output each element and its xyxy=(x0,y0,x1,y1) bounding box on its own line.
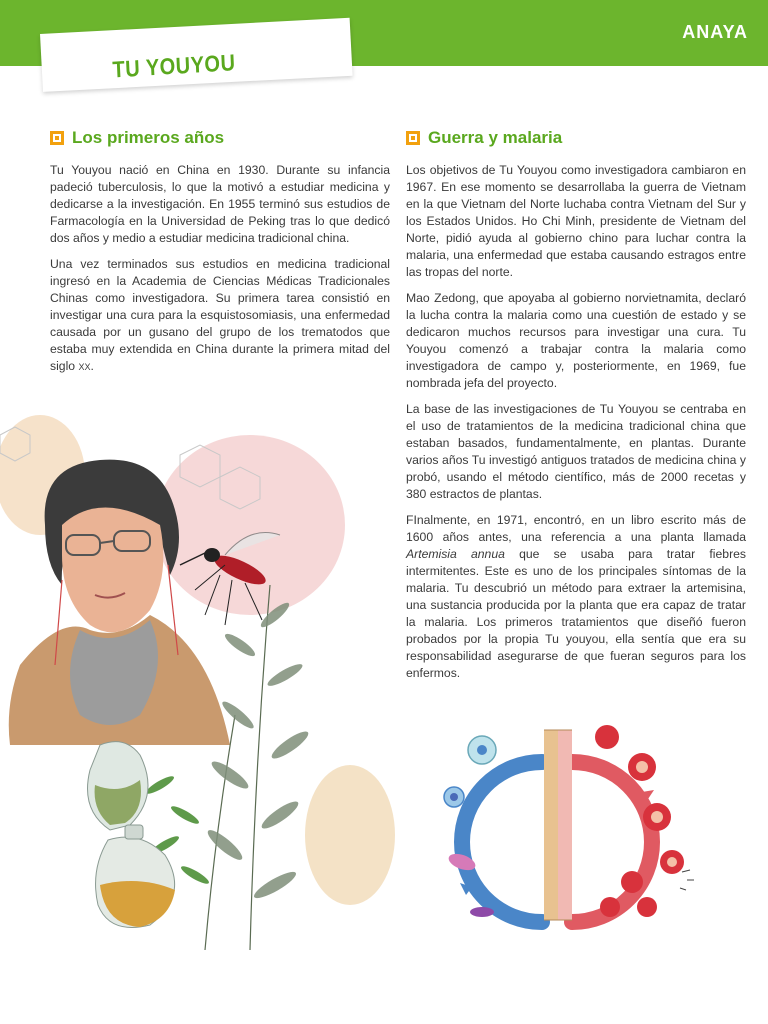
paragraph: La base de las investigaciones de Tu Youyou se centraba en el uso de tratamientos de la medicina tradicional china que estaban basados, fundamentalmente, en plantas. Durante varios años Tu investigó antiguos tratados de medicina china y probó, usando el método científico, más de 2000 recetas y 380 estractos de plantas. xyxy=(406,402,746,501)
heading-text: Guerra y malaria xyxy=(428,128,563,147)
right-column xyxy=(406,128,746,691)
paragraph-text: Una vez terminados sus estudios en medicina tradicional ingresó en la Academia de Ciencias Médicas Tradicionales Chinas como investigadora. Su primera tarea consistió en investigar una cura para la esquistosomiasis, una enfermedad causada por un gusano del grupo de los trematodos que estaba muy extendida en China durante la primera mitad del siglo xyxy=(50,257,390,373)
portrait-illustration xyxy=(0,415,400,950)
paragraph: Tu Youyou nació en China en 1930. Durante su infancia padeció tuberculosis, lo que la motivó a estudiar medicina y dedicarse a la investigación. En 1955 terminó sus estudios de Farmacología en la Universidad de Peking tras lo que dedicó dos años y medio a estudiar medicina tradicional china. xyxy=(50,163,390,245)
bottle-icon xyxy=(96,825,175,928)
malaria-cycle-illustration xyxy=(432,722,704,934)
paragraph: Los objetivos de Tu Youyou como investigadora cambiaron en 1967. En ese momento se desarrollaba la guerra de Vietnam en la que Vietnam del Norte luchaba contra Vietnam del Sur y los Estados Unidos. Ho Chi Minh, presidente de Vietnam del Norte, pidió ayuda al gobierno chino para luchar contra la malaria, una enfermedad que estaba causando estragos entre las tropas del norte. xyxy=(406,163,746,279)
century-text: xx xyxy=(78,359,91,373)
page-title: TU YOUYOU xyxy=(112,50,237,84)
paragraph xyxy=(406,512,746,682)
species-name: Artemisia annua xyxy=(406,547,505,561)
paragraph: Mao Zedong, que apoyaba al gobierno norvietnamita, declaró la lucha contra la malaria como una cuestión de estado y se dedicaron muchos recursos para investigar una cura. Tu Youyou comenzó a trabajar contra la malaria como investigadora de campo y, posteriormente, en 1969, fue nombrada jefa del proyecto. xyxy=(406,291,746,390)
left-column xyxy=(50,128,390,384)
brand-logo: ANAYA xyxy=(682,22,748,42)
square-bullet-icon xyxy=(406,131,420,145)
square-bullet-icon xyxy=(50,131,64,145)
paragraph xyxy=(50,256,390,375)
paragraph-end: . xyxy=(90,359,94,373)
paragraph-text: FInalmente, en 1971, encontró, en un libro escrito más de 1600 años antes, una referencia a una planta llamada xyxy=(406,513,746,544)
section-heading-war-malaria xyxy=(406,128,746,148)
heading-text: Los primeros años xyxy=(72,128,225,147)
skin-section-icon xyxy=(544,730,572,920)
section-heading-early-years xyxy=(50,128,390,148)
bottle-icon xyxy=(88,742,149,830)
paragraph-text: que se usaba para tratar fiebres intermitentes. Este es uno de los principales síntomas de la malaria. Tu descubrió un método para extraer la artemisina, una sustancia producida por la planta que era capaz de tratar la malaria. Los primeros tratamientos que diseñó fueron probados por la propia Tu youyou, ella sentía que era su responsabilidad asegurarse de que fueran seguros para los enfermos. xyxy=(406,547,746,680)
